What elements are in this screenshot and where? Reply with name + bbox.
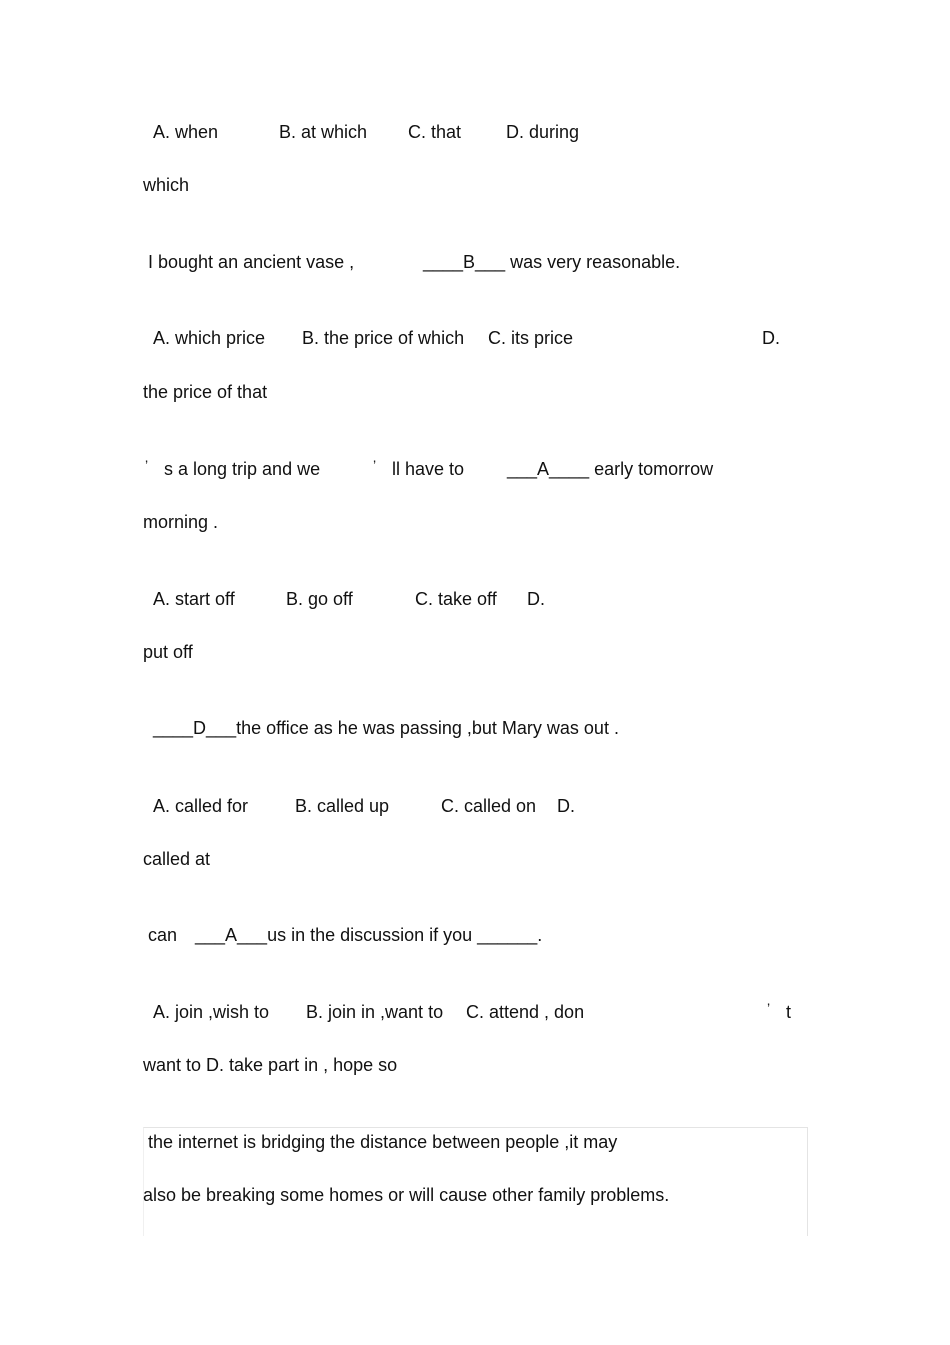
passage-line: the internet is bridging the distance between people ,it may xyxy=(148,1132,618,1152)
option-c-suffix: t xyxy=(786,1002,792,1022)
question-stem-blank: ____B___ was very reasonable. xyxy=(423,252,681,272)
option-c: C. that xyxy=(408,122,462,142)
question-stem-continuation: morning . xyxy=(143,512,219,532)
option-d: D. xyxy=(557,796,575,816)
option-a: A. start off xyxy=(153,589,235,609)
option-b: B. join in ,want to xyxy=(306,1002,444,1022)
question-stem: I bought an ancient vase , xyxy=(148,252,355,272)
option-continuation: the price of that xyxy=(143,382,268,402)
option-c: C. attend , don xyxy=(466,1002,585,1022)
option-b: B. go off xyxy=(286,589,353,609)
option-continuation: want to D. take part in , hope so xyxy=(143,1055,398,1075)
question-stem: s a long trip and we xyxy=(164,459,321,479)
option-continuation: which xyxy=(143,175,190,195)
option-b: B. at which xyxy=(279,122,368,142)
option-d: D. xyxy=(762,328,780,348)
option-a: A. when xyxy=(153,122,219,142)
question-stem: can xyxy=(148,925,178,945)
option-c: C. take off xyxy=(415,589,497,609)
option-d: D. xyxy=(527,589,545,609)
option-a: A. called for xyxy=(153,796,249,816)
option-c: C. called on xyxy=(441,796,537,816)
option-d: D. during xyxy=(506,122,580,142)
option-c: C. its price xyxy=(488,328,574,348)
option-continuation: put off xyxy=(143,642,193,662)
option-a: A. which price xyxy=(153,328,266,348)
option-b: B. the price of which xyxy=(302,328,465,348)
option-b: B. called up xyxy=(295,796,390,816)
apostrophe-mark: ’ xyxy=(373,457,377,473)
option-continuation: called at xyxy=(143,849,211,869)
option-a: A. join ,wish to xyxy=(153,1002,270,1022)
apostrophe-mark: ’ xyxy=(145,457,149,473)
question-stem-blank: ___A____ early tomorrow xyxy=(507,459,714,479)
passage-line: also be breaking some homes or will cause other family problems. xyxy=(143,1185,670,1205)
question-stem: ll have to xyxy=(392,459,465,479)
apostrophe-mark: ’ xyxy=(767,1000,771,1016)
question-stem: ____D___the office as he was passing ,but Mary was out . xyxy=(153,718,619,738)
question-stem-blank: ___A___us in the discussion if you ______. xyxy=(195,925,543,945)
